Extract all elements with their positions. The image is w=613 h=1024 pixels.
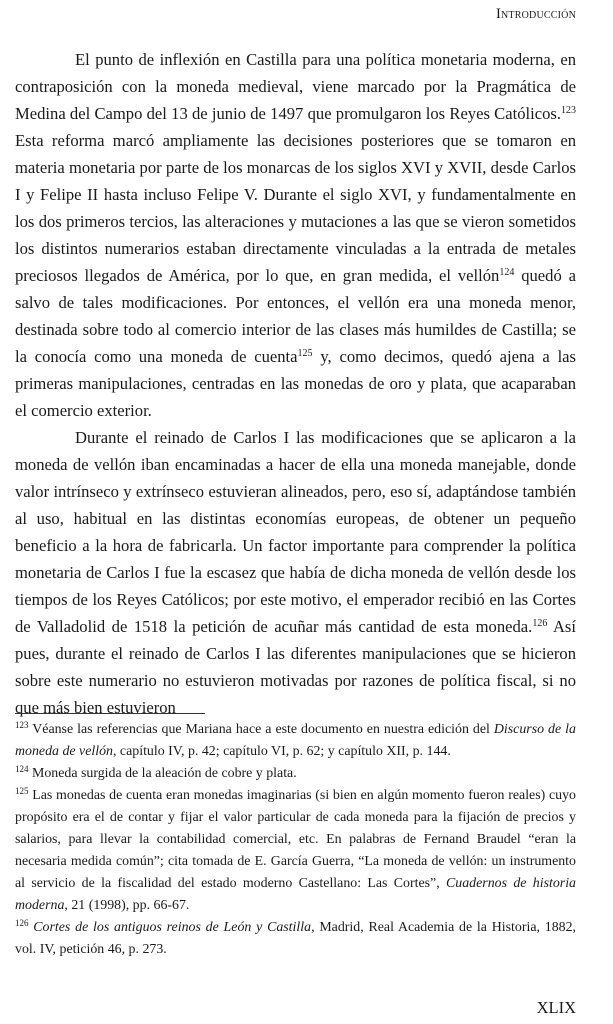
footnote-divider xyxy=(15,713,205,714)
footnote-ref[interactable]: 125 xyxy=(297,348,313,359)
paragraph-text: quedó a salvo de tales modificaciones. Por entonces, el vellón era una moneda menor, destinada sobre todo al comercio interior de las clases más humildes de Castilla; se la conocía como una moneda de cuenta xyxy=(15,266,577,366)
footnote-text: Las monedas de cuenta eran monedas imaginarias (si bien en algún momento fueron reales) cuyo propósito era el de contar y fijar el valor particular de cada moneda para la fijación de precios y salarios, para llevar la contabilidad comercial, etc. En palabras de Fernand Braudel “eran la necesaria medida común”; cita tomada de E. García Guerra, “La moneda de vellón: un instrumento al servicio de la fiscalidad del estado moderno Castellano: Las Cortes”, xyxy=(15,788,576,891)
paragraph-text: Esta reforma marcó ampliamente las decisiones posteriores que se tomaron en materia monetaria por parte de los monarcas de los siglos XVI y XVII, desde Carlos I y Felipe II hasta incluso Felipe V. Durante el siglo XVI, y fundamentalmente en los dos primeros tercios, las alteraciones y mutaciones a las que se vieron sometidos los distintos numerarios estaban directamente vinculadas a la entrada de metales preciosos llegados de América, por lo que, en gran medida, el vellón xyxy=(15,131,576,285)
footnote-number: 123 xyxy=(15,720,29,730)
footnote xyxy=(15,785,576,917)
footnote-ref[interactable]: 123 xyxy=(561,105,576,116)
page-number: XLIX xyxy=(536,998,576,1017)
footnote-ref[interactable]: 126 xyxy=(532,618,548,629)
footnote-number: 126 xyxy=(15,918,29,928)
footnote-title: Cuadernos de historia moderna xyxy=(15,876,576,913)
footnote xyxy=(15,719,576,763)
footnote-title: Discurso de la moneda de vellón xyxy=(15,722,576,759)
paragraph xyxy=(15,46,576,424)
footnote xyxy=(15,917,576,961)
footnote-text: , 21 (1998), pp. 66-67. xyxy=(64,898,190,913)
footnote-text: , capítulo IV, p. 42; capítulo VI, p. 62; y capítulo XII, p. 144. xyxy=(112,744,451,759)
paragraph-text: Así pues, durante el reinado de Carlos I las diferentes manipulaciones que se hicieron sobre este numerario no estuvieron motivadas por razones de política fiscal, si no que más bien estuvieron xyxy=(15,617,576,717)
footnote-text: , Madrid, Real Academia de la Historia, 1882, vol. IV, petición 46, p. 273. xyxy=(15,920,576,957)
footnote xyxy=(15,763,576,785)
running-head: Introducción xyxy=(495,6,576,22)
footnote-ref[interactable]: 124 xyxy=(499,267,515,278)
footnote-number: 125 xyxy=(15,786,29,796)
paragraph xyxy=(15,424,576,721)
body-text xyxy=(15,46,576,721)
footnote-text: Véanse las referencias que Mariana hace a este documento en nuestra edición del xyxy=(28,722,494,737)
footnote-title: Cortes de los antiguos reinos de León y Castilla xyxy=(33,920,312,935)
footnote-text: Moneda surgida de la aleación de cobre y plata. xyxy=(28,766,297,781)
paragraph-text: El punto de inflexión en Castilla para una política monetaria moderna, en contraposición con la moneda medieval, viene marcado por la Pragmática de Medina del Campo del 13 de junio de 1497 que promulgaron los Reyes Católicos. xyxy=(15,50,576,123)
footnote-number: 124 xyxy=(15,764,29,774)
paragraph-text: Durante el reinado de Carlos I las modificaciones que se aplicaron a la moneda de vellón iban encaminadas a hacer de ella una moneda manejable, donde valor intrínseco y extrínseco estuvieran alineados, pero, eso sí, adaptándose también al uso, habitual en las distintas economías europeas, de obtener un pequeño beneficio a la hora de fabricarla. Un factor importante para comprender la política monetaria de Carlos I fue la escasez que había de dicha moneda de vellón desde los tiempos de los Reyes Católicos; por este motivo, el emperador recibió en las Cortes de Valladolid de 1518 la petición de acuñar más cantidad de esta moneda. xyxy=(15,428,576,636)
paragraph-text: y, como decimos, quedó ajena a las primeras manipulaciones, centradas en las monedas de oro y plata, que acaparaban el comercio exterior. xyxy=(15,347,577,420)
footnotes xyxy=(15,719,576,961)
